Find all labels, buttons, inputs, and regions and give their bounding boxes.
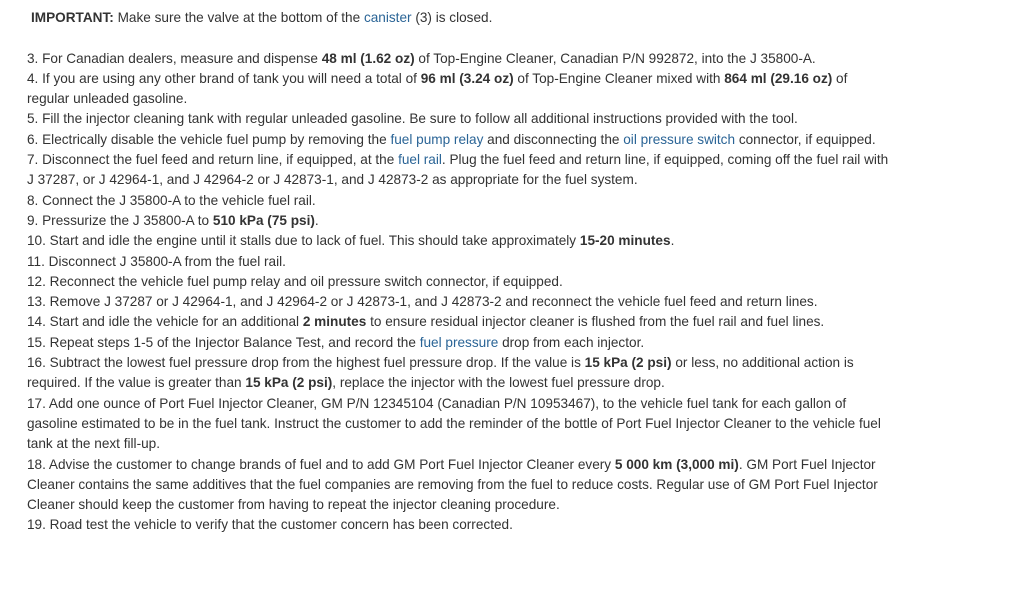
step-text: 9. Pressurize the J 35800-A to [27, 212, 213, 228]
step-text: to ensure residual injector cleaner is flushed from the fuel rail and fuel lines. [366, 314, 825, 330]
step-text: 8. Connect the J 35800-A to the vehicle fuel rail. [27, 192, 316, 208]
important-note [27, 8, 893, 28]
link-canister[interactable]: canister [363, 10, 412, 25]
bold-value: 2 minutes [302, 314, 367, 330]
step-text: , replace the injector with the lowest fuel pressure drop. [332, 375, 665, 391]
step-text: . Plug the fuel feed and return line, if equipped, coming off the fuel rail with J 37287, or J 42964-1, and J 42964-2 or J 42873-1, and J 42873-2 as appropriate for the fuel system. [27, 152, 889, 188]
link-fuel-pressure[interactable]: fuel pressure [419, 334, 499, 350]
step-item [27, 515, 893, 535]
bold-value: 15 kPa (2 psi) [245, 375, 333, 391]
step-text: 4. If you are using any other brand of tank you will need a total of [27, 70, 421, 86]
step-item [27, 130, 893, 150]
step-text: of regular unleaded gasoline. [27, 70, 848, 107]
step-text: . [670, 233, 675, 249]
bold-value: 510 kPa (75 psi) [212, 212, 315, 228]
step-text: 11. Disconnect J 35800-A from the fuel rail. [27, 253, 286, 269]
step-text: of Top-Engine Cleaner, Canadian P/N 992872, into the J 35800-A. [414, 50, 816, 66]
step-text: 17. Add one ounce of Port Fuel Injector Cleaner, GM P/N 12345104 (Canadian P/N 10953467), to the vehicle fuel tank for each gallon of gasoline estimated to be in the fuel tank. Instruct the customer to add the reminder of the bottle of Port Fuel Injector Cleaner to the vehicle fuel tank at the next fill-up. [27, 395, 881, 452]
step-item [27, 312, 893, 332]
bold-value: 96 ml (3.24 oz) [420, 70, 514, 86]
step-text: . GM Port Fuel Injector Cleaner contains the same additives that the fuel companies are removing from the fuel to reduce costs. Regular use of GM Port Fuel Injector Cleaner should keep the customer from having to repeat the injector cleaning procedure. [27, 456, 878, 513]
step-text: . [314, 212, 319, 228]
step-text: 7. Disconnect the fuel feed and return line, if equipped, at the [27, 152, 399, 168]
step-text: 5. Fill the injector cleaning tank with regular unleaded gasoline. Be sure to follow all additional instructions provided with the tool. [27, 111, 798, 127]
step-text: 3. For Canadian dealers, measure and dispense [27, 50, 322, 66]
step-text: 19. Road test the vehicle to verify that the customer concern has been corrected. [27, 517, 513, 533]
steps-list [27, 49, 893, 536]
step-item [27, 455, 893, 516]
step-item [27, 191, 893, 211]
bold-value: 15-20 minutes [579, 233, 671, 249]
step-item [27, 109, 893, 129]
step-item [27, 150, 893, 191]
step-text: 15. Repeat steps 1-5 of the Injector Balance Test, and record the [27, 334, 420, 350]
step-text: 14. Start and idle the vehicle for an additional [27, 314, 303, 330]
step-item [27, 49, 893, 69]
step-text: 16. Subtract the lowest fuel pressure drop from the highest fuel pressure drop. If the value is [27, 355, 585, 371]
step-item [27, 292, 893, 312]
step-item [27, 333, 893, 353]
procedure-document [27, 8, 893, 536]
step-item [27, 394, 893, 455]
bold-value: 864 ml (29.16 oz) [724, 70, 833, 86]
step-text: of Top-Engine Cleaner mixed with [513, 70, 725, 86]
step-item [27, 69, 893, 110]
step-text: or less, no additional action is required. If the value is greater than [27, 355, 854, 391]
step-item [27, 252, 893, 272]
step-text: Make sure the valve at the bottom of the [113, 10, 364, 25]
link-fuel-pump-relay[interactable]: fuel pump relay [390, 131, 484, 147]
step-text: 13. Remove J 37287 or J 42964-1, and J 42964-2 or J 42873-1, and J 42873-2 and reconnect the vehicle fuel feed and return lines. [27, 294, 818, 310]
bold-value: IMPORTANT: [31, 10, 114, 25]
step-item [27, 353, 893, 394]
step-text: (3) is closed. [411, 10, 493, 25]
link-oil-pressure-switch[interactable]: oil pressure switch [623, 131, 736, 147]
step-text: 10. Start and idle the engine until it stalls due to lack of fuel. This should take approximately [27, 233, 580, 249]
step-item [27, 231, 893, 251]
step-text: and disconnecting the [483, 131, 624, 147]
step-text: connector, if equipped. [735, 131, 876, 147]
bold-value: 5 000 km (3,000 mi) [614, 456, 739, 472]
step-text: drop from each injector. [498, 334, 645, 350]
step-item [27, 211, 893, 231]
step-text: 6. Electrically disable the vehicle fuel pump by removing the [27, 131, 391, 147]
step-item [27, 272, 893, 292]
step-text: 12. Reconnect the vehicle fuel pump relay and oil pressure switch connector, if equipped. [27, 273, 563, 289]
step-text: 18. Advise the customer to change brands of fuel and to add GM Port Fuel Injector Cleaner every [27, 456, 615, 472]
bold-value: 48 ml (1.62 oz) [321, 50, 415, 66]
link-fuel-rail[interactable]: fuel rail [398, 152, 442, 168]
bold-value: 15 kPa (2 psi) [584, 355, 672, 371]
